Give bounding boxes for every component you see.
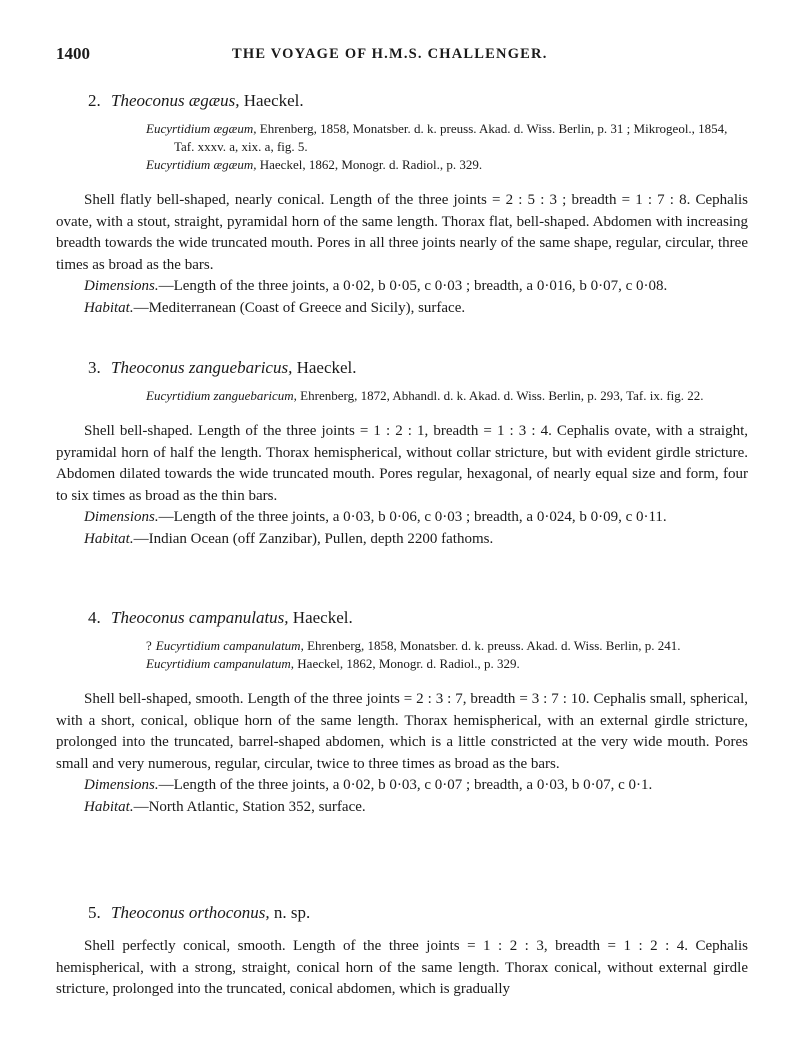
species-name: Theoconus zanguebaricus, xyxy=(111,358,293,377)
dimensions-line xyxy=(56,775,748,797)
synonym-citation: Haeckel, 1862, Monogr. d. Radiol., p. 329. xyxy=(259,157,483,172)
dimensions-line xyxy=(56,276,748,298)
species-author: n. sp. xyxy=(273,903,311,922)
synonymy-list xyxy=(56,637,748,673)
species-name: Theoconus orthoconus, xyxy=(111,903,270,922)
page-number: 1400 xyxy=(56,44,90,63)
dimensions-text: —Length of the three joints, a 0·02, b 0·03, c 0·07 ; breadth, a 0·03, b 0·07, c 0·1. xyxy=(158,777,653,793)
synonym-entry xyxy=(56,120,748,156)
species-entry-3 xyxy=(56,355,748,550)
species-number: 4. xyxy=(88,608,101,627)
species-entry-4 xyxy=(56,605,748,818)
synonym-name: Eucyrtidium ægæum, xyxy=(146,157,257,172)
species-author: Haeckel. xyxy=(296,358,357,377)
synonym-name: Eucyrtidium campanulatum, xyxy=(146,656,295,671)
habitat-line xyxy=(56,529,748,551)
habitat-text: —Mediterranean (Coast of Greece and Sicily), surface. xyxy=(133,299,466,316)
species-body xyxy=(56,190,748,319)
synonym-name: Eucyrtidium ægæum, xyxy=(146,121,257,136)
description-paragraph: Shell bell-shaped, smooth. Length of the three joints = 2 : 3 : 7, breadth = 3 : 7 : 10. Cephalis small, spherical, with a short, conical, oblique horn of the same length. Thorax hemispherical, with an external girdle stricture, prolonged into the truncated, barrel-shaped abdomen, which is a little constricted at the very wide mouth. Pores small and very numerous, regular, circular, twice to three times as broad as the bars. xyxy=(56,691,748,772)
species-name: Theoconus ægæus, xyxy=(111,91,240,110)
dimensions-label: Dimensions. xyxy=(84,278,159,294)
habitat-label: Habitat. xyxy=(84,299,134,316)
species-body xyxy=(56,689,748,818)
running-title: THE VOYAGE OF H.M.S. CHALLENGER. xyxy=(232,46,548,62)
synonym-name: Eucyrtidium zanguebaricum, xyxy=(146,388,297,403)
habitat-text: —North Atlantic, Station 352, surface. xyxy=(133,798,366,815)
synonym-entry xyxy=(56,655,748,673)
description-paragraph: Shell bell-shaped. Length of the three joints = 1 : 2 : 1, breadth = 1 : 3 : 4. Cephalis ovate, with a straight, pyramidal horn of half the length. Thorax hemispherical, without collar stricture, but with evident girdle stricture. Abdomen dilated towards the wide truncated mouth. Pores regular, hexagonal, of nearly equal size and form, four to six times as broad as the thin bars. xyxy=(56,423,748,504)
species-author: Haeckel. xyxy=(292,608,353,627)
synonym-citation: Ehrenberg, 1872, Abhandl. d. k. Akad. d. Wiss. Berlin, p. 293, Taf. ix. fig. 22. xyxy=(300,388,704,403)
species-heading xyxy=(88,355,748,381)
habitat-line xyxy=(56,797,748,819)
species-heading xyxy=(88,900,748,926)
dimensions-text: —Length of the three joints, a 0·03, b 0·06, c 0·03 ; breadth, a 0·024, b 0·09, c 0·11. xyxy=(158,509,667,525)
species-number: 3. xyxy=(88,358,101,377)
description-paragraph: Shell perfectly conical, smooth. Length of the three joints = 1 : 2 : 3, breadth = 1 : 2 : 4. Cephalis hemispherical, with a strong, straight, conical horn of the same length. Thorax conical, without external girdle stricture, prolonged into the truncated, conical abdomen, which is gradually xyxy=(56,938,748,997)
species-body xyxy=(56,936,748,1001)
synonym-citation: Ehrenberg, 1858, Monatsber. d. k. preuss. Akad. d. Wiss. Berlin, p. 241. xyxy=(307,638,681,653)
habitat-line xyxy=(56,298,748,320)
synonym-entry xyxy=(56,387,748,405)
species-body xyxy=(56,421,748,550)
habitat-label: Habitat. xyxy=(84,530,134,547)
dimensions-text: —Length of the three joints, a 0·02, b 0·05, c 0·03 ; breadth, a 0·016, b 0·07, c 0·08. xyxy=(158,278,668,294)
synonym-entry xyxy=(56,637,748,655)
synonym-citation: Ehrenberg, 1858, Monatsber. d. k. preuss. Akad. d. Wiss. Berlin, p. 31 ; Mikrogeol., 1854, Taf. xxxv. a, xix. a, fig. 5. xyxy=(174,121,728,154)
uncertain-marker: ? xyxy=(146,638,152,653)
synonymy-list xyxy=(56,120,748,174)
species-heading xyxy=(88,605,748,631)
synonymy-list xyxy=(56,387,748,405)
species-number: 2. xyxy=(88,91,101,110)
habitat-label: Habitat. xyxy=(84,798,134,815)
synonym-name: Eucyrtidium campanulatum, xyxy=(155,638,304,653)
species-author: Haeckel. xyxy=(243,91,304,110)
dimensions-label: Dimensions. xyxy=(84,777,159,793)
habitat-text: —Indian Ocean (off Zanzibar), Pullen, depth 2200 fathoms. xyxy=(133,530,494,547)
species-number: 5. xyxy=(88,903,101,922)
species-name: Theoconus campanulatus, xyxy=(111,608,289,627)
species-entry-2 xyxy=(56,88,748,319)
dimensions-line xyxy=(56,507,748,529)
synonym-citation: Haeckel, 1862, Monogr. d. Radiol., p. 329. xyxy=(297,656,520,671)
page-header xyxy=(56,44,756,68)
species-heading xyxy=(88,88,748,114)
description-paragraph: Shell flatly bell-shaped, nearly conical. Length of the three joints = 2 : 5 : 3 ; breadth = 1 : 7 : 8. Cephalis ovate, with a stout, straight, pyramidal horn of the same length. Thorax flat, bell-shaped. Abdomen with increasing breadth towards the wide truncated mouth. Pores in all three joints nearly of the same shape, regular, circular, three times as broad as the bars. xyxy=(56,192,748,273)
species-entry-5 xyxy=(56,900,748,1001)
dimensions-label: Dimensions. xyxy=(84,509,159,525)
synonym-entry xyxy=(56,156,748,174)
